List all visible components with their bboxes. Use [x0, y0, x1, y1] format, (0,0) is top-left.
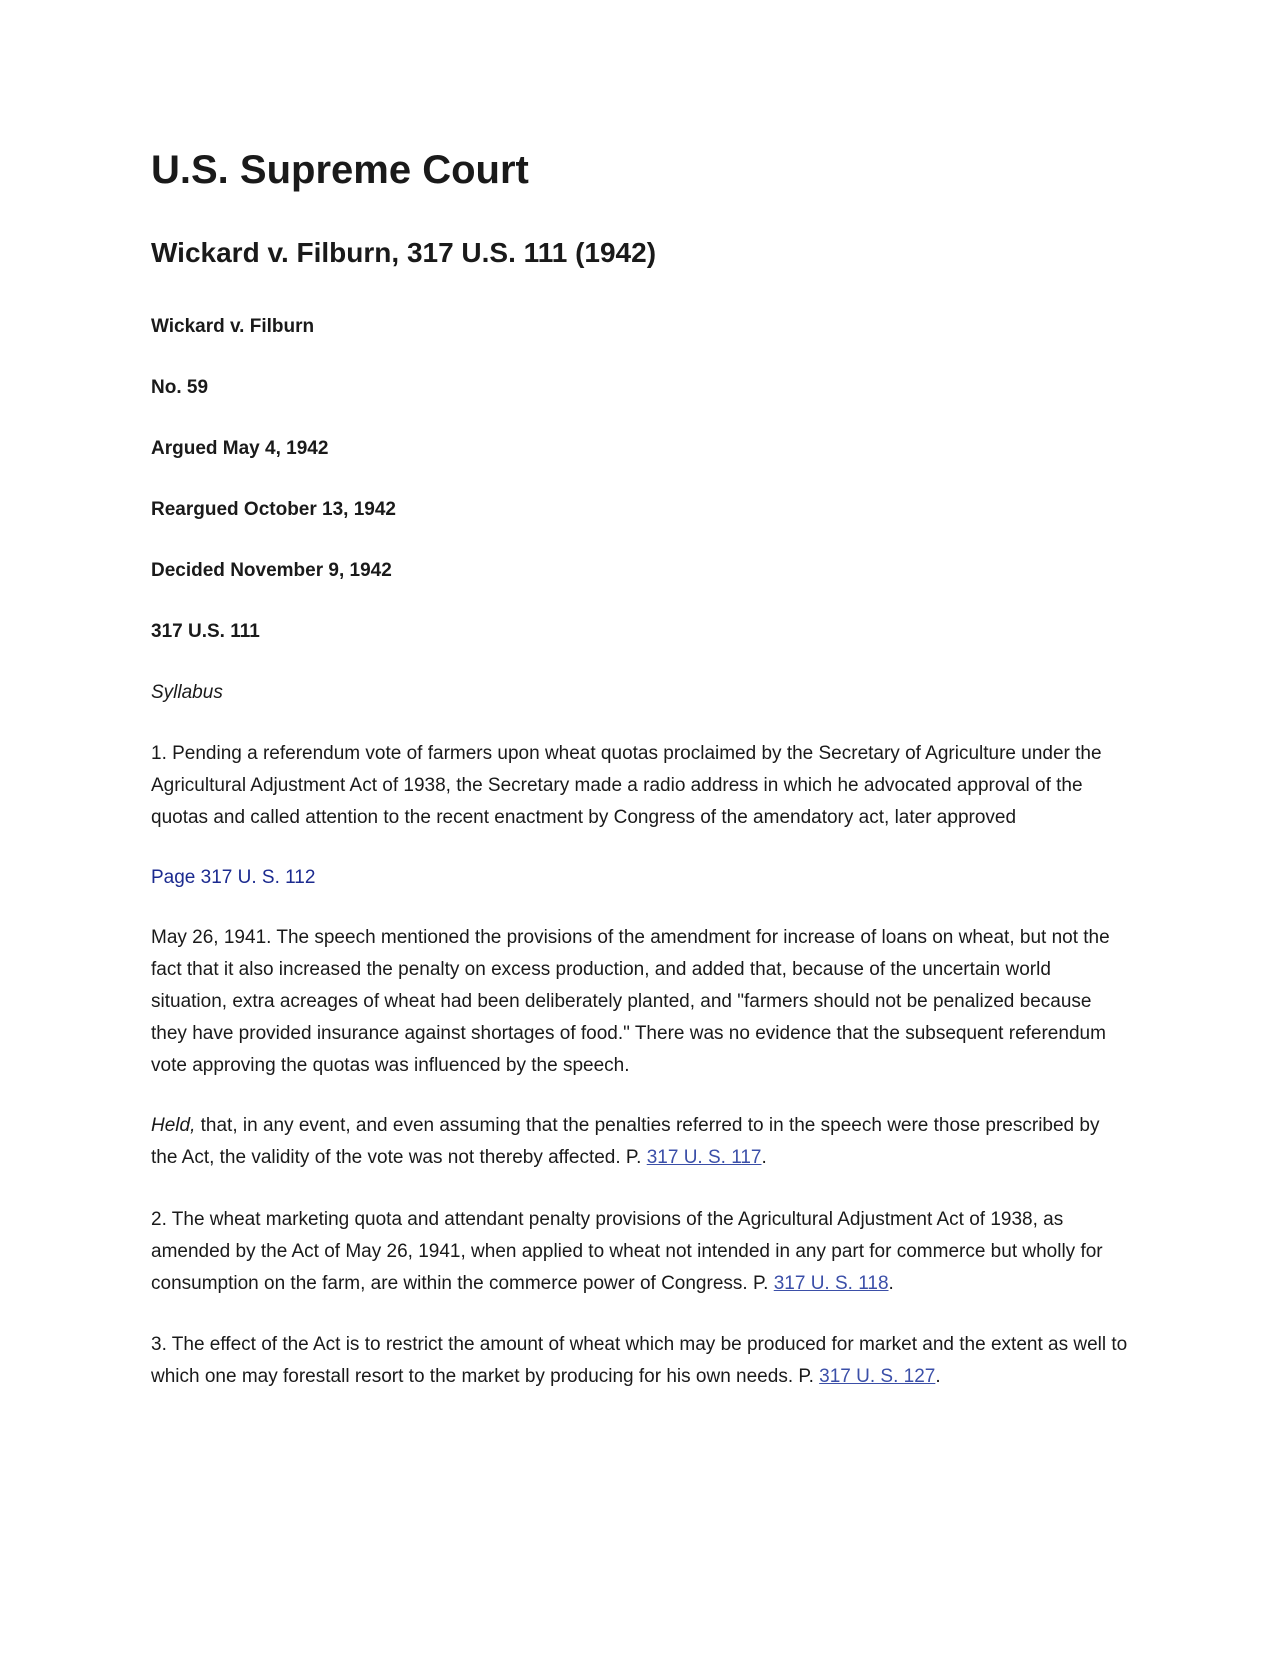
- citation: 317 U.S. 111: [151, 621, 260, 642]
- docket-number: No. 59: [151, 377, 209, 398]
- paragraph-4-end: .: [935, 1366, 941, 1387]
- syllabus-paragraph-3: [151, 1204, 1131, 1300]
- syllabus-paragraph-1: 1. Pending a referendum vote of farmers upon wheat quotas proclaimed by the Secretary of Agriculture under the Agricultural Adjustment Act of 1938, the Secretary made a radio address in which he advocated approval of the quotas and called attention to the recent enactment by Congress of the amendatory act, later approved: [151, 743, 1102, 828]
- decided-date: Decided November 9, 1942: [151, 560, 392, 581]
- held-paragraph: [151, 1110, 1131, 1174]
- paragraph-3-text: 2. The wheat marketing quota and attendant penalty provisions of the Agricultural Adjustment Act of 1938, as amended by the Act of May 26, 1941, when applied to wheat not intended in any part for commerce but wholly for consumption on the farm, are within the commerce power of Congress. P.: [151, 1209, 1103, 1294]
- argued-date: Argued May 4, 1942: [151, 438, 329, 459]
- syllabus-paragraph-2: May 26, 1941. The speech mentioned the provisions of the amendment for increase of loans on wheat, but not the fact that it also increased the penalty on excess production, and added that, because of the uncertain world situation, extra acreages of wheat had been deliberately planted, and "farmers should not be penalized because they have provided insurance against shortages of food." There was no evidence that the subsequent referendum vote approving the quotas was influenced by the speech.: [151, 927, 1110, 1076]
- syllabus-label: Syllabus: [151, 682, 223, 703]
- citation-link-118[interactable]: 317 U. S. 118: [773, 1273, 889, 1294]
- case-title: Wickard v. Filburn, 317 U.S. 111 (1942): [151, 237, 657, 268]
- reargued-date: Reargued October 13, 1942: [151, 499, 396, 520]
- held-end: .: [761, 1147, 767, 1168]
- citation-link-127[interactable]: 317 U. S. 127: [819, 1366, 936, 1387]
- syllabus-paragraph-4: [151, 1329, 1131, 1393]
- paragraph-4-text: 3. The effect of the Act is to restrict the amount of wheat which may be produced for market and the extent as well to which one may forestall resort to the market by producing for his own needs. P.: [151, 1334, 1128, 1387]
- citation-link-117[interactable]: 317 U. S. 117: [646, 1147, 762, 1168]
- paragraph-3-end: .: [888, 1273, 894, 1294]
- held-label: Held,: [151, 1115, 196, 1136]
- page-marker: Page 317 U. S. 112: [151, 867, 316, 888]
- case-name: Wickard v. Filburn: [151, 316, 315, 337]
- held-text: that, in any event, and even assuming that the penalties referred to in the speech were those prescribed by the Act, the validity of the vote was not thereby affected. P.: [151, 1115, 1100, 1168]
- court-heading: U.S. Supreme Court: [151, 148, 529, 192]
